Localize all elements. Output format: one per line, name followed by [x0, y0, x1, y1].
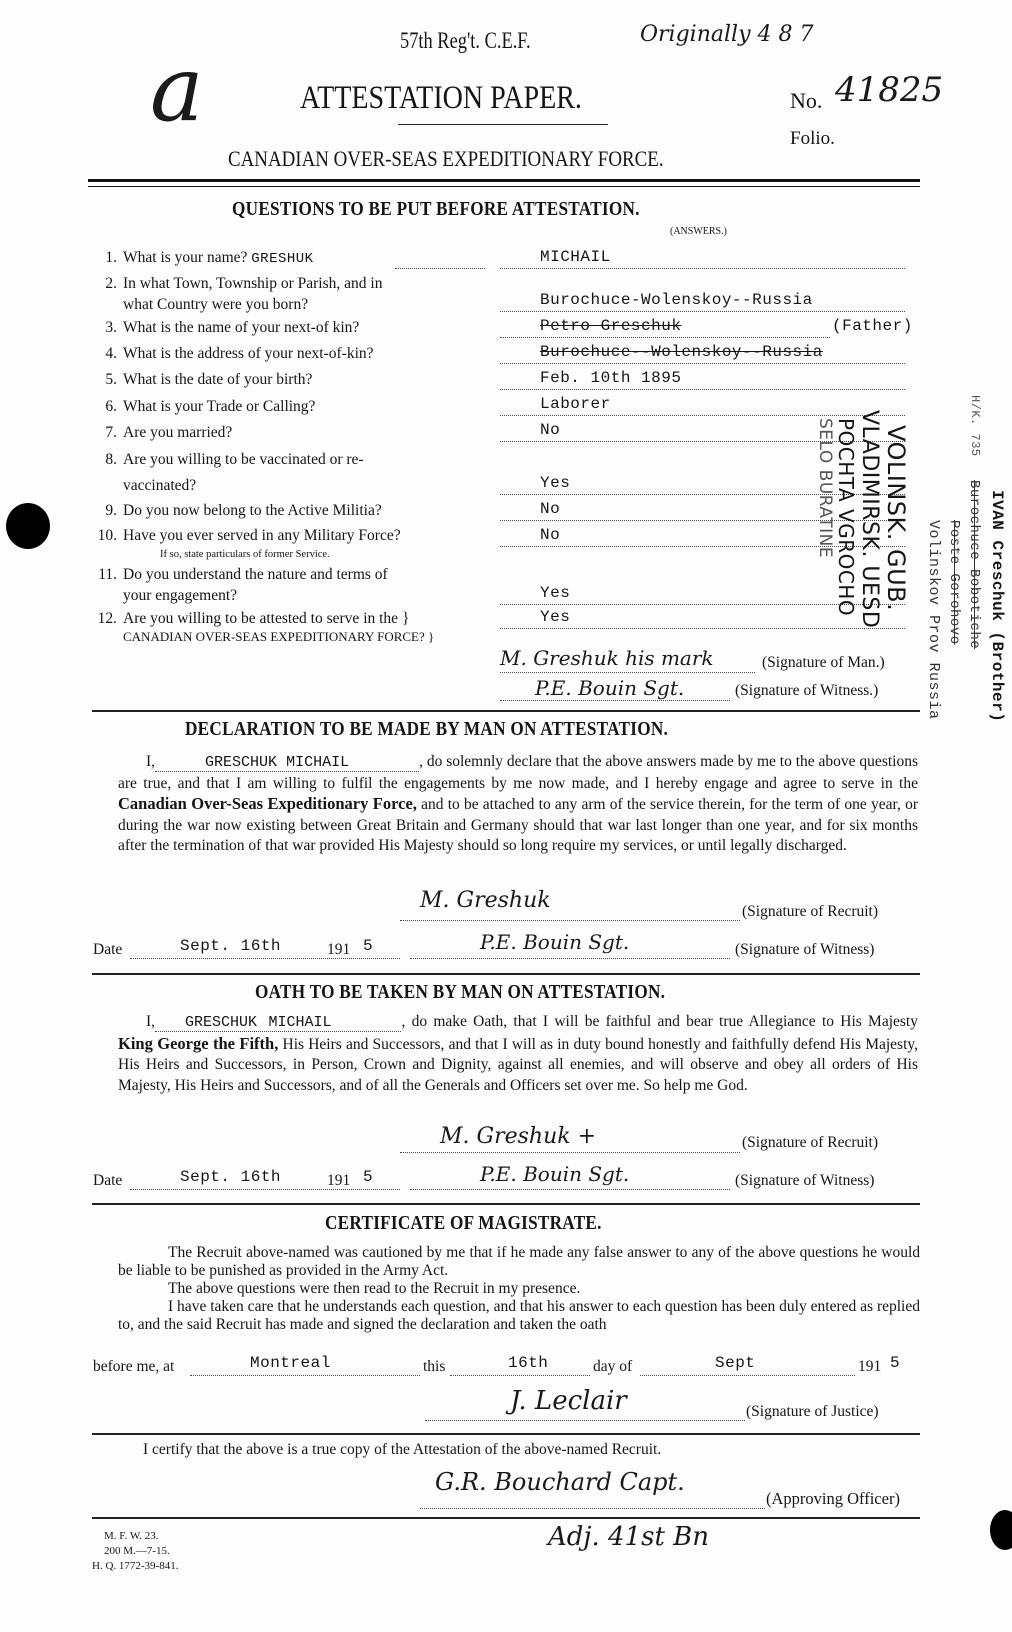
- question-11-cont: your engagement?: [123, 587, 238, 604]
- declaration-date-label: Date: [93, 941, 123, 958]
- day-of-label: day of: [593, 1358, 633, 1375]
- answer-12: Yes: [540, 608, 571, 626]
- answer-11: Yes: [540, 584, 571, 602]
- answer-1: MICHAIL: [540, 248, 611, 266]
- answers-label: (ANSWERS.): [670, 226, 727, 237]
- signature-of-man: M. Greshuk his mark: [500, 646, 714, 670]
- declaration-year-prefix: 191: [327, 941, 351, 958]
- declaration-heading: DECLARATION TO BE MADE BY MAN ON ATTESTATION.: [185, 718, 669, 740]
- questions-heading: QUESTIONS TO BE PUT BEFORE ATTESTATION.: [232, 198, 640, 220]
- answer-3-relation: (Father): [832, 317, 913, 335]
- justice-signature: J. Leclair: [510, 1386, 627, 1416]
- signature-of-man-label: (Signature of Man.): [762, 654, 885, 671]
- section-divider: [92, 1433, 920, 1435]
- oath-year-prefix: 191: [327, 1172, 351, 1189]
- margin-typed-col-1: Volinskov Prov Russia: [925, 520, 942, 720]
- before-me-label: before me, at: [93, 1358, 175, 1375]
- answer-5: Feb. 10th 1895: [540, 369, 682, 387]
- question-3: 3. What is the name of your next-of kin?: [105, 319, 360, 336]
- question-7: 7. Are you married?: [105, 424, 233, 441]
- declaration-date: Sept. 16th: [180, 937, 282, 955]
- declaration-witness-label: (Signature of Witness): [735, 941, 875, 958]
- question-8-cont: vaccinated?: [123, 477, 197, 494]
- oath-recruit-signature: M. Greshuk +: [440, 1124, 597, 1149]
- declaration-text: I, GRESCHUK MICHAIL , do solemnly declare that the above answers made by me to the above questions are true, and that I am willing to fulfil the engagements by me now made, and I hereby engage and agree to serve in the Canadian Over-Seas Expeditionary Force, and to be attached to any arm of the service therein, for the term of one year, or during the war now existing between Great Britain and Germany should that war last longer than one year, and for six months after the termination of that war provided His Majesty should so long require my services, or until legally discharged.: [118, 753, 919, 854]
- section-divider: [92, 1517, 920, 1519]
- oath-text: I, GRESCHUK MICHAIL , do make Oath, that I will be faithful and bear true Allegiance to His Majesty King George the Fifth, His Heirs and Successors, and that I will as in duty bound honestly and faithfully defend His Majesty, His Heirs and Successors, in Person, Crown and Dignity, against all enemies, and will observe and obey all orders of His Majesty, His Heirs and Successors, and of all the Generals and Officers set over me. So help me God.: [118, 1013, 919, 1094]
- double-rule: [88, 179, 920, 187]
- hq-reference: H. Q. 1772-39-841.: [92, 1560, 179, 1572]
- margin-typed-col-2: Poste Gorohovo: [946, 520, 962, 645]
- section-divider: [92, 1203, 920, 1205]
- handwritten-note: Originally 4 8 7: [640, 22, 814, 47]
- folio-label: Folio.: [790, 128, 835, 149]
- declaration-recruit-label: (Signature of Recruit): [742, 903, 879, 920]
- adjutant-note: Adj. 41st Bn: [548, 1522, 710, 1552]
- margin-letter: a: [150, 37, 204, 142]
- document-subtitle: CANADIAN OVER-SEAS EXPEDITIONARY FORCE.: [228, 146, 664, 171]
- question-12: 12. Are you willing to be attested to serve in the }: [97, 610, 410, 627]
- punch-hole: [990, 1510, 1012, 1550]
- margin-stamp-col-1: VOLINSK. GUB.: [882, 425, 910, 612]
- answer-10: No: [540, 526, 561, 544]
- answer-8: Yes: [540, 474, 571, 492]
- oath-recruit-label: (Signature of Recruit): [742, 1134, 879, 1151]
- form-number: M. F. W. 23.: [104, 1530, 159, 1542]
- question-12-cont: CANADIAN OVER-SEAS EXPEDITIONARY FORCE? }: [123, 629, 435, 644]
- regimental-number: 41825: [835, 70, 944, 110]
- declarant-name: GRESCHUK MICHAIL: [155, 754, 419, 772]
- magistrate-year-prefix: 191: [858, 1358, 882, 1375]
- document-title: ATTESTATION PAPER.: [300, 80, 582, 116]
- certification-text: I certify that the above is a true copy of the Attestation of the above-named Recruit.: [143, 1441, 662, 1458]
- day: 16th: [508, 1354, 549, 1372]
- answer-6: Laborer: [540, 395, 611, 413]
- question-2-cont: what Country were you born?: [123, 296, 309, 313]
- question-2: 2. In what Town, Township or Parish, and in: [105, 275, 383, 292]
- this-label: this: [423, 1358, 446, 1375]
- section-divider: [92, 973, 920, 975]
- oath-date-label: Date: [93, 1172, 123, 1189]
- oath-witness-label: (Signature of Witness): [735, 1172, 875, 1189]
- margin-reference: H/K. 735: [968, 395, 982, 457]
- place: Montreal: [250, 1354, 331, 1372]
- margin-typed-col-3: Burochuce Bobotiche: [966, 480, 982, 650]
- month: Sept: [715, 1354, 756, 1372]
- question-11: 11. Do you understand the nature and terms of: [98, 566, 388, 583]
- answer-4: Burochuce--Wolenskoy--Russia: [540, 343, 823, 361]
- title-ornament: [398, 124, 608, 125]
- oath-year-suffix: 5: [363, 1168, 374, 1186]
- question-6: 6. What is your Trade or Calling?: [105, 398, 316, 415]
- question-5: 5. What is the date of your birth?: [105, 371, 313, 388]
- oath-heading: OATH TO BE TAKEN BY MAN ON ATTESTATION.: [255, 981, 666, 1003]
- oath-name: GRESCHUK MICHAIL: [155, 1014, 401, 1032]
- question-4: 4. What is the address of your next-of-kin?: [105, 345, 374, 362]
- answer-2: Burochuce-Wolenskoy--Russia: [540, 291, 813, 309]
- oath-witness-signature: P.E. Bouin Sgt.: [480, 1162, 630, 1186]
- justice-label: (Signature of Justice): [746, 1403, 879, 1420]
- punch-hole: [6, 503, 50, 549]
- declaration-witness-signature: P.E. Bouin Sgt.: [480, 930, 630, 954]
- approving-officer-label: (Approving Officer): [766, 1489, 900, 1508]
- question-10-note: If so, state particulars of former Service.: [160, 549, 330, 560]
- number-label: No.: [790, 88, 823, 113]
- question-8: 8. Are you willing to be vaccinated or re-: [105, 451, 364, 468]
- margin-stamp-col-2: VLADIMIRSK. UESD: [857, 410, 882, 629]
- question-1: 1. What is your name? GRESHUK: [105, 249, 314, 267]
- magistrate-year-suffix: 5: [890, 1354, 901, 1372]
- section-divider: [92, 710, 920, 712]
- approving-officer-signature: G.R. Bouchard Capt.: [435, 1468, 685, 1496]
- answer-7: No: [540, 421, 561, 439]
- oath-date: Sept. 16th: [180, 1168, 282, 1186]
- signature-of-witness-label: (Signature of Witness.): [735, 682, 879, 699]
- question-9: 9. Do you now belong to the Active Militia?: [105, 502, 382, 519]
- magistrate-text: The Recruit above-named was cautioned by me that if he made any false answer to any of the above questions he would be liable to be punished as provided in the Army Act. The above questions were then read to the Recruit in my presence. I have taken care that he understands each question, and that his answer to each question has been duly entered as replied to, and the said Recruit has made and signed the declaration and taken the oath: [118, 1244, 920, 1333]
- margin-typed-col-4: IVAN Creschuk (Brother): [988, 490, 1006, 723]
- signature-of-witness: P.E. Bouin Sgt.: [535, 676, 685, 700]
- regiment-stamp: 57th Reg't. C.E.F.: [400, 28, 531, 53]
- declaration-recruit-signature: M. Greshuk: [420, 888, 551, 913]
- margin-stamp-col-3: POCHTA VGROCHO: [834, 418, 858, 617]
- print-run: 200 M.—7-15.: [104, 1545, 170, 1557]
- answer-9: No: [540, 500, 561, 518]
- declaration-year-suffix: 5: [363, 937, 374, 955]
- answer-3: Petro Greschuk: [540, 317, 682, 335]
- question-10: 10. Have you ever served in any Military Force?: [97, 527, 401, 544]
- magistrate-heading: CERTIFICATE OF MAGISTRATE.: [325, 1212, 602, 1234]
- margin-stamp-col-4: SELO BURATINE: [815, 418, 835, 559]
